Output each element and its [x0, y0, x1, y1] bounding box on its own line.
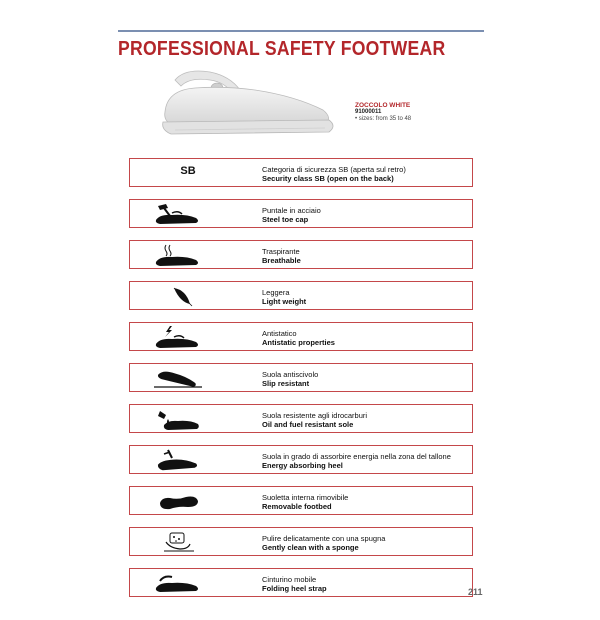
steel-toe-icon	[152, 202, 204, 226]
feature-it: Suola in grado di assorbire energia nella zona del tallone	[262, 452, 451, 461]
slip-resistant-icon	[152, 366, 204, 390]
feature-it: Traspirante	[262, 247, 300, 256]
feature-row-breathable	[129, 240, 473, 269]
feature-en: Slip resistant	[262, 379, 310, 388]
feature-row-slip-resistant	[129, 363, 473, 392]
page-number: 211	[468, 587, 483, 597]
feature-en: Gently clean with a sponge	[262, 543, 359, 552]
product-name: ZOCCOLO WHITE	[355, 102, 411, 109]
feature-en: Light weight	[262, 297, 307, 306]
feature-row-energy-heel	[129, 445, 473, 474]
feature-en: Oil and fuel resistant sole	[262, 420, 354, 429]
feature-row-light-weight	[129, 281, 473, 310]
feature-it: Suola resistente agli idrocarburi	[262, 411, 368, 420]
feature-row-antistatic	[129, 322, 473, 351]
feature-it: Categoria di sicurezza SB (aperta sul retro)	[262, 165, 406, 174]
footbed-icon	[152, 489, 204, 513]
product-sizes: • sizes: from 35 to 48	[355, 116, 412, 122]
feature-row-sb	[129, 158, 473, 187]
feature-en: Energy absorbing heel	[262, 461, 343, 470]
product-image	[155, 60, 340, 140]
feature-it: Antistatico	[262, 329, 297, 338]
feather-icon	[152, 284, 204, 308]
feature-en: Breathable	[262, 256, 301, 265]
feature-en: Steel toe cap	[262, 215, 309, 224]
heel-strap-icon	[152, 571, 204, 595]
product-code: 91000011	[355, 109, 382, 115]
breathable-icon	[152, 243, 204, 267]
feature-it: Suoletta interna rimovibile	[262, 493, 349, 502]
feature-row-oil-resistant	[129, 404, 473, 433]
sponge-icon	[152, 530, 204, 554]
feature-row-sponge	[129, 527, 473, 556]
feature-it: Pulire delicatamente con una spugna	[262, 534, 386, 543]
energy-heel-icon	[152, 448, 204, 472]
feature-en: Folding heel strap	[262, 584, 327, 593]
sb-badge: SB	[180, 165, 196, 177]
feature-it: Cinturino mobile	[262, 575, 317, 584]
feature-it: Suola antiscivolo	[262, 370, 319, 379]
feature-row-heel-strap	[129, 568, 473, 597]
feature-en: Removable footbed	[262, 502, 332, 511]
title-rule	[118, 30, 484, 32]
feature-en: Security class SB (open on the back)	[262, 174, 394, 183]
feature-row-footbed	[129, 486, 473, 515]
feature-it: Leggera	[262, 288, 290, 297]
feature-it: Puntale in acciaio	[262, 206, 321, 215]
antistatic-icon	[152, 325, 204, 349]
oil-resistant-icon	[152, 407, 204, 431]
product-info	[355, 102, 411, 123]
page-title: PROFESSIONAL SAFETY FOOTWEAR	[118, 38, 446, 60]
feature-en: Antistatic properties	[262, 338, 335, 347]
feature-row-steel-toe	[129, 199, 473, 228]
